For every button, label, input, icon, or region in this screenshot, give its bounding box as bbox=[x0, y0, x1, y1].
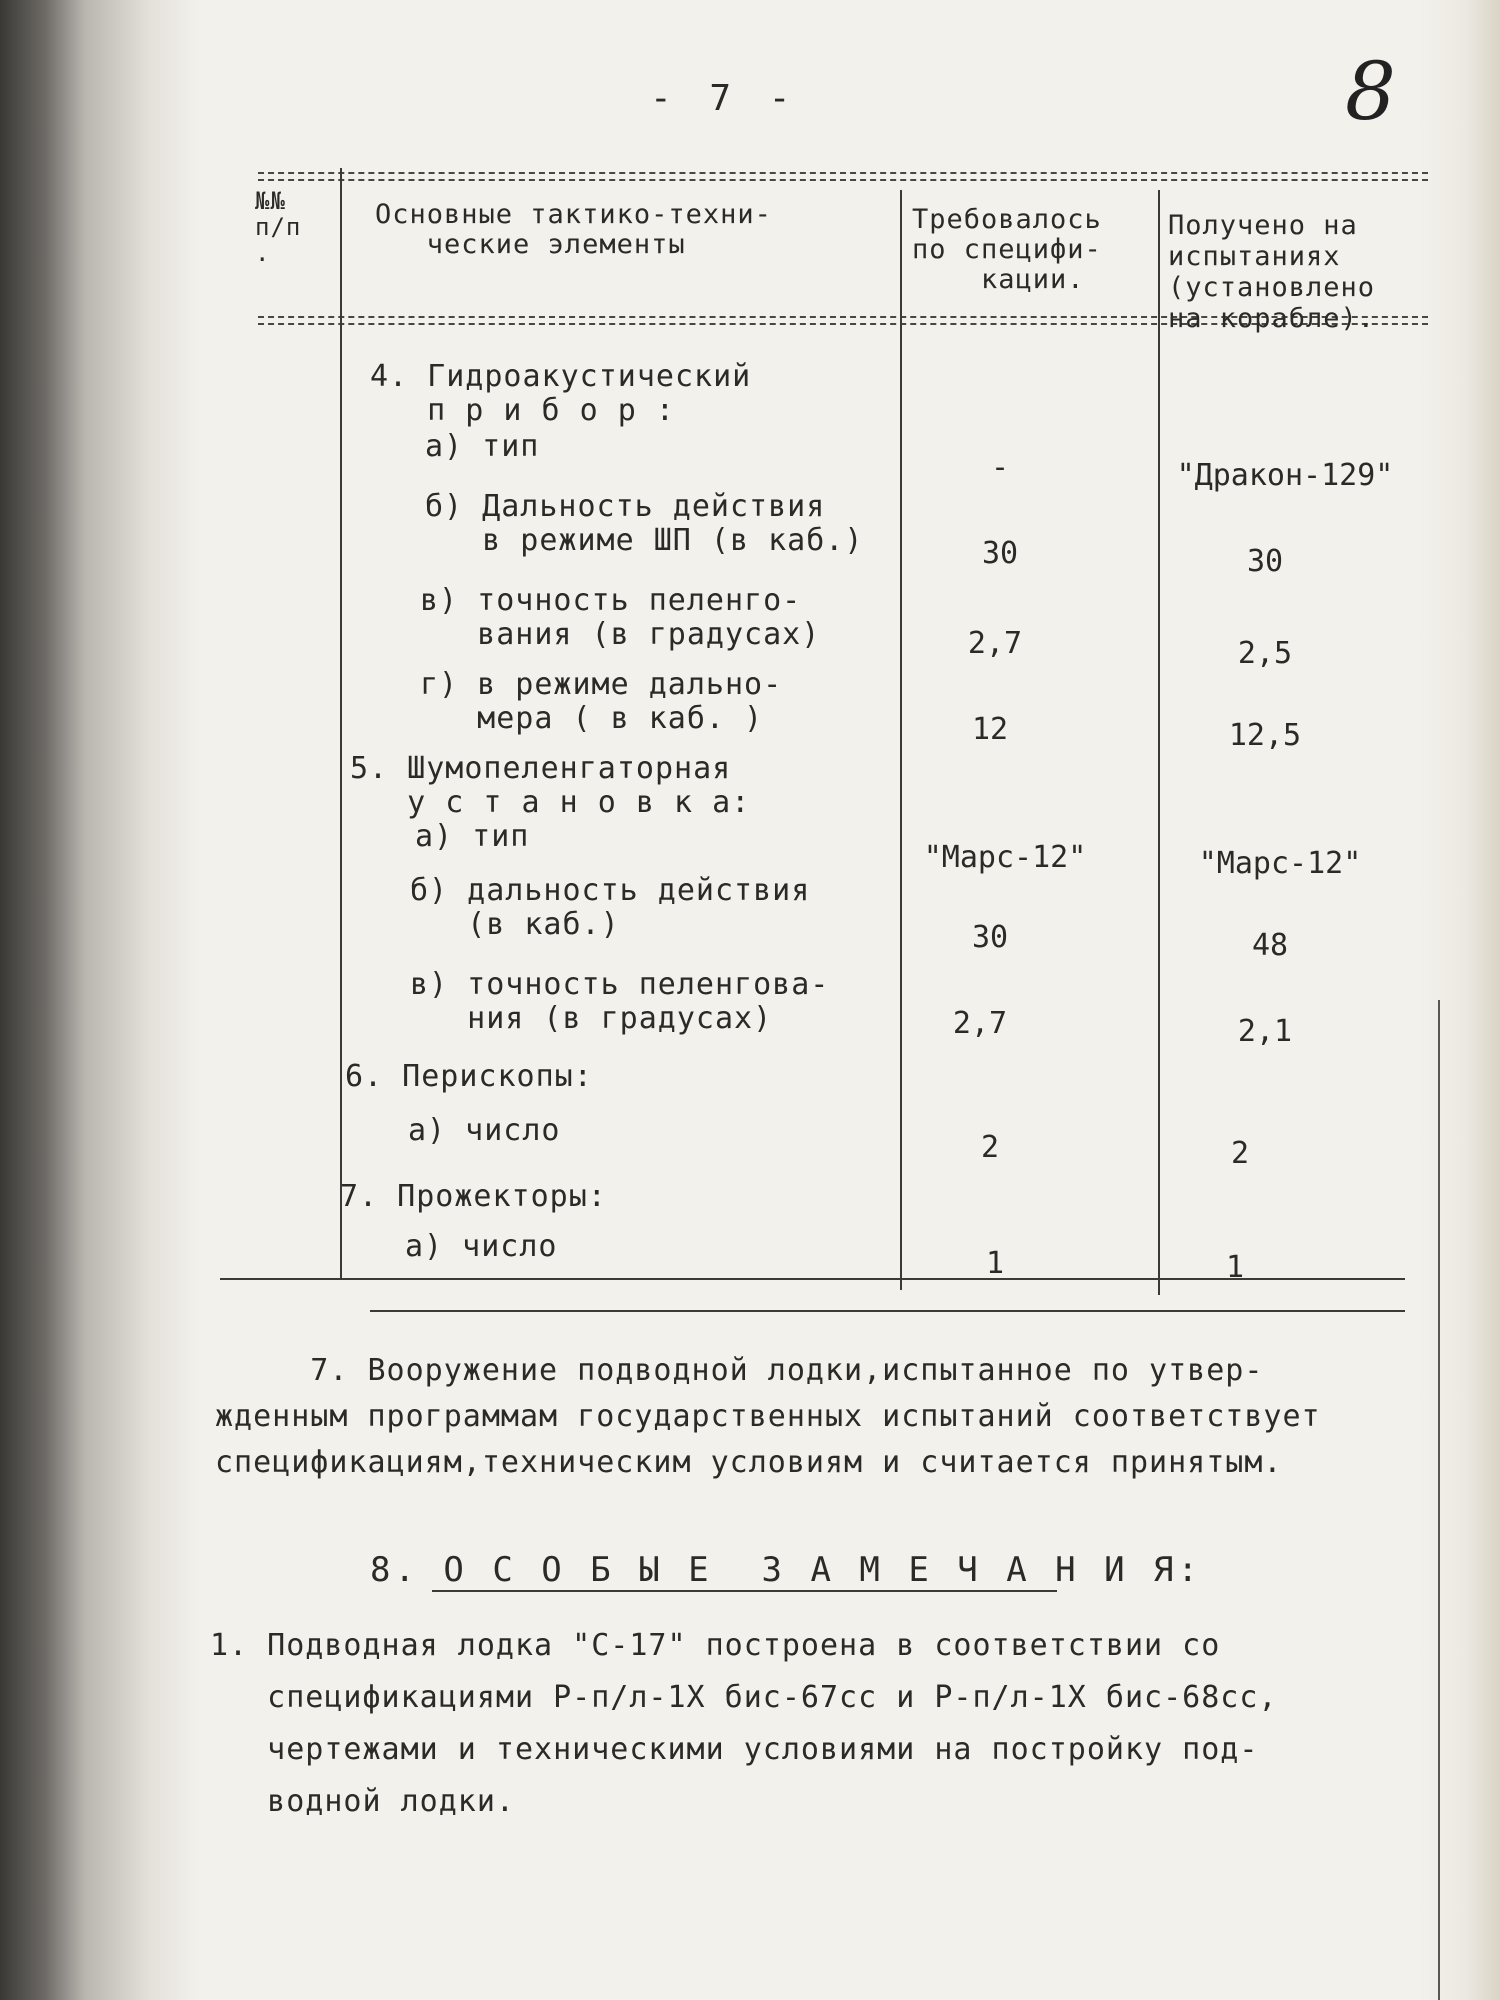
row-label: 7. Прожекторы: bbox=[340, 1179, 607, 1214]
required-value: 2,7 bbox=[952, 1006, 1008, 1041]
handwritten-page-number: 8 bbox=[1345, 45, 1396, 138]
section-8-heading: 8. О С О Б Ы Е З А М Е Ч А Н И Я: bbox=[370, 1550, 1202, 1590]
obtained-value: 30 bbox=[1246, 544, 1284, 579]
heading-underline bbox=[432, 1590, 1057, 1592]
row-label: б) Дальность действия в режиме ШП (в каб.) bbox=[425, 489, 864, 558]
required-value: - bbox=[990, 450, 1010, 485]
obtained-value: 2 bbox=[1230, 1136, 1250, 1171]
required-value: 2 bbox=[980, 1130, 1000, 1165]
row-label: а) тип bbox=[415, 819, 530, 854]
page-edge-shadow bbox=[1420, 0, 1500, 2000]
row-label: 6. Перископы: bbox=[345, 1059, 593, 1094]
required-value: 30 bbox=[981, 536, 1019, 571]
row-label: 4. Гидроакустический п р и б о р : bbox=[370, 359, 752, 428]
required-value: 30 bbox=[971, 920, 1009, 955]
header-elements: Основные тактико-техни- ческие элементы bbox=[375, 199, 772, 260]
row-label: а) число bbox=[405, 1229, 558, 1264]
row-label: в) точность пеленгова- ния (в градусах) bbox=[410, 967, 830, 1036]
header-number: №№ п/п . bbox=[255, 187, 302, 267]
required-value: 1 bbox=[985, 1246, 1005, 1281]
obtained-value: 2,5 bbox=[1237, 636, 1293, 671]
page-binding-shadow bbox=[0, 0, 200, 2000]
required-value: "Марс-12" bbox=[923, 840, 1087, 875]
header-obtained: Получено на испытаниях (установлено на корабле). bbox=[1168, 210, 1376, 334]
table-top-rule bbox=[258, 172, 1428, 181]
row-label: а) число bbox=[408, 1113, 561, 1148]
required-value: 2,7 bbox=[967, 626, 1023, 661]
obtained-value: 48 bbox=[1251, 928, 1289, 963]
row-label: б) дальность действия (в каб.) bbox=[410, 873, 811, 942]
row-label: 5. Шумопеленгаторная у с т а н о в к а: bbox=[350, 751, 751, 820]
table-col-divider-1 bbox=[340, 168, 342, 1278]
obtained-value: 1 bbox=[1225, 1250, 1245, 1285]
note-1: 1. Подводная лодка "С-17" построена в соответствии со спецификациями Р-п/л-1Х бис-67сс и Р-п/л-1Х бис-68сс, чертежами и техническими условиями на постройку под- водной лодки. bbox=[210, 1628, 1278, 1819]
table-bottom-rule-2 bbox=[370, 1310, 1405, 1312]
row-label: а) тип bbox=[425, 429, 540, 464]
obtained-value: 2,1 bbox=[1237, 1014, 1293, 1049]
page-edge-line bbox=[1438, 1000, 1440, 2000]
obtained-value: "Марс-12" bbox=[1198, 846, 1362, 881]
obtained-value: "Дракон-129" bbox=[1176, 458, 1394, 493]
header-required: Требовалось по специфи- кации. bbox=[912, 204, 1102, 295]
required-value: 12 bbox=[971, 712, 1009, 747]
row-label: в) точность пеленго- вания (в градусах) bbox=[420, 583, 821, 652]
paragraph-7: 7. Вооружение подводной лодки,испытанное по утвер- жденным программам государственных испытаний соответствует спецификациям,техническим условиям и считается принятым. bbox=[215, 1353, 1321, 1480]
page-number: - 7 - bbox=[650, 78, 799, 119]
obtained-value: 12,5 bbox=[1228, 718, 1302, 753]
row-label: г) в режиме дально- мера ( в каб. ) bbox=[420, 667, 783, 736]
